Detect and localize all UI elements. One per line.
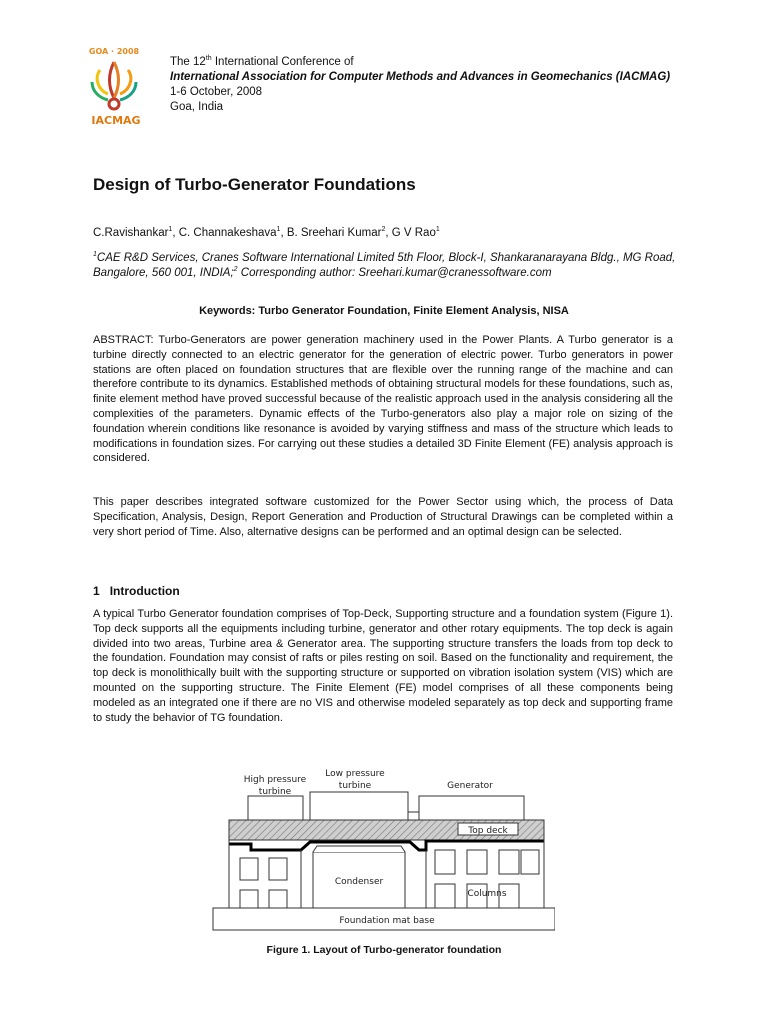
label-top-deck: Top deck — [468, 826, 508, 836]
label-lp-line1: Low pressure — [325, 769, 385, 779]
section-heading: 1 Introduction — [93, 584, 180, 598]
label-generator: Generator — [447, 781, 493, 791]
label-hp-line2: turbine — [258, 787, 292, 797]
label-foundation-mat: Foundation mat base — [339, 916, 435, 926]
affiliation: $^1$CAE R&D Services, Cranes Software International Limited 5th Floor, Block-I, Shankaranarayana Bldg., MG Road, Bangalore, 560 001, INDIA;$^2$ Corresponding author: Sreehari.kumar@cranessoftware.com — [93, 251, 676, 279]
logo-name-text: IACMAG — [91, 114, 141, 127]
logo-year-text: GOA · 2008 — [88, 47, 140, 56]
lp-turbine-box — [310, 792, 408, 820]
figure-caption: Figure 1. Layout of Turbo-generator foundation — [266, 944, 502, 956]
header-line4: Goa, India — [170, 101, 224, 113]
conference-logo — [78, 42, 150, 130]
keywords: Keywords: Turbo Generator Foundation, Finite Element Analysis, NISA — [199, 305, 569, 317]
header-line2: International Association for Computer Methods and Advances in Geomechanics (IACMAG) — [170, 71, 671, 83]
label-columns: Columns — [467, 889, 507, 899]
generator-box — [419, 796, 524, 820]
header-line1: The 12th International Conference of — [170, 55, 354, 68]
hp-turbine-box — [248, 796, 303, 820]
authors: C.Ravishankar$^1$, C. Channakeshava$^1$, B. Sreehari Kumar$^2$, G V Rao$^1$ — [93, 226, 440, 239]
label-hp-line1: High pressure — [243, 775, 307, 785]
label-condenser: Condenser — [334, 877, 384, 887]
logo-emblem — [92, 62, 136, 109]
abstract-paragraph: ABSTRACT: Turbo-Generators are power generation machinery used in the Power Plants. A Turbo generator is a turbine directly connected to an electric generator for the generation of electric power. Turbo generators in power stations are often placed on foundation structures that are flexible over the running range of the machine and can therefore contribute to its dynamics. Established methods of obtaining structural models for these foundations, such as, finite element method have proved successful because of the realistic approach used in the analysis considering all the complexities of the parameters. Dynamic effects of the Turbo-generators also play a major role on sizing of the foundation wherein conditions like resonance is avoided by varying stiffness and mass of the structure which leads to modifications in foundation sizes. For carrying out these studies a detailed 3D Finite Element (FE) analysis approach is considered. — [93, 334, 673, 465]
label-lp-line2: turbine — [338, 781, 372, 791]
figure-diagram — [205, 762, 555, 942]
paper-title: Design of Turbo-Generator Foundations — [93, 175, 416, 194]
intro-paragraph: A typical Turbo Generator foundation comprises of Top-Deck, Supporting structure and a foundation system (Figure 1). Top deck supports all the equipments including turbine, generator and other rotary equipments. The top deck is again divided into two areas, Turbine area & Generator area. The supporting structure transfers the loads from top deck to the foundation. Foundation may consist of rafts or piles resting on soil. Based on the functionality and requirement, the top deck is monolithically built with the supporting structure or supported on vibration isolation system (VIS) which are mounted on the supporting structure. The Finite Element (FE) model comprises of all these components being modeled as an integrated one if there are no VIS and otherwise modeled separately as top deck and supporting frame to study the behavior of TG foundation. — [93, 608, 673, 724]
body-paragraph: This paper describes integrated software customized for the Power Sector using which, the process of Data Specification, Analysis, Design, Report Generation and Production of Structural Drawings can be completed within a very short period of Time. Also, alternative designs can be performed and an optimal design can be selected. — [93, 496, 673, 538]
header-line3: 1-6 October, 2008 — [170, 86, 263, 98]
